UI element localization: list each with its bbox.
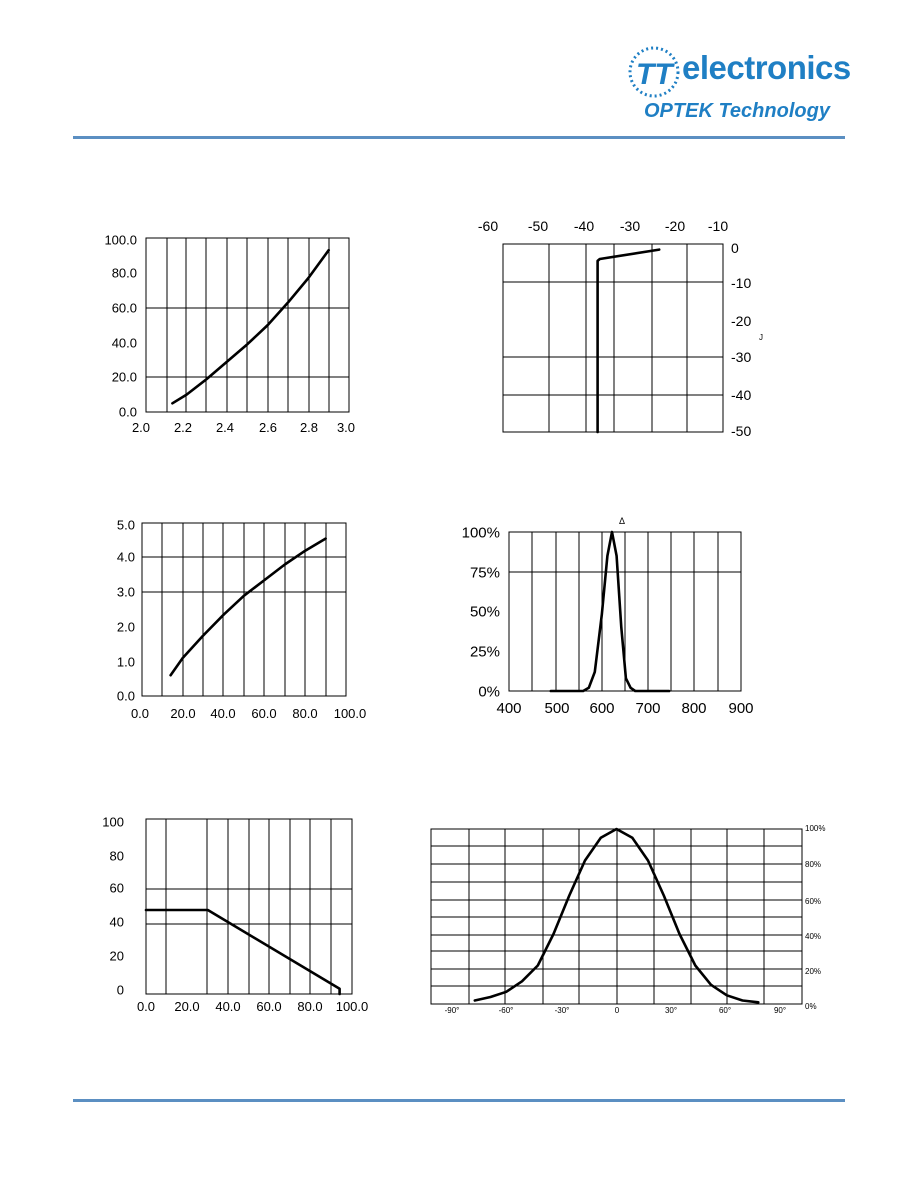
y-tick-label: 60	[109, 880, 124, 896]
chart-c2	[478, 218, 763, 439]
x-tick-label: 2.0	[131, 420, 151, 435]
x-tick-label: 2.6	[258, 420, 278, 435]
plot-frame	[503, 244, 723, 432]
x-tick-label: 0	[614, 1006, 620, 1015]
x-tick-label: -30°	[554, 1006, 570, 1015]
x-tick-label: -60°	[498, 1006, 514, 1015]
x-tick-label: 2.4	[215, 420, 235, 435]
y-tick-label: 5.0	[116, 517, 135, 533]
x-tick-label: 80.0	[292, 706, 318, 721]
y-tick-label: 50%	[469, 603, 500, 621]
y-tick-label: 60%	[805, 896, 822, 906]
y-tick-label: 2.0	[116, 619, 135, 635]
x-tick-label: 800	[681, 700, 707, 717]
x-tick-label: 2.2	[173, 420, 193, 435]
x-tick-label: -50	[527, 218, 549, 234]
x-tick-label: 30°	[664, 1006, 678, 1015]
logo-subtitle: OPTEK Technology	[644, 100, 830, 122]
y-tick-label: 0.0	[118, 404, 137, 420]
y-tick-label: 75%	[469, 564, 500, 582]
x-tick-label: 60.0	[251, 706, 277, 721]
x-tick-label: 20.0	[174, 999, 200, 1014]
x-tick-label: -30	[619, 218, 641, 234]
chart-c3	[117, 518, 366, 721]
side-mark: J	[759, 333, 763, 342]
chart-c1	[104, 233, 355, 435]
x-tick-label: 40.0	[210, 706, 236, 721]
logo-wordmark: electronics	[682, 49, 851, 86]
y-tick-label: 0	[116, 982, 124, 998]
y-tick-label: 80	[109, 848, 124, 864]
x-tick-label: -60	[477, 218, 499, 234]
series-line-0	[146, 910, 340, 994]
x-tick-label: 0.0	[130, 706, 150, 721]
peak-mark: Δ	[618, 516, 626, 526]
x-tick-label: 500	[544, 700, 570, 717]
series-line-0	[172, 250, 328, 403]
y-tick-label: 100%	[461, 524, 500, 542]
y-tick-label: 4.0	[116, 549, 135, 565]
y-tick-label: 40.0	[111, 335, 137, 351]
x-tick-label: 100.0	[335, 999, 369, 1014]
y-tick-label: 20.0	[111, 369, 137, 385]
y-tick-label: 80.0	[111, 265, 137, 281]
y-tick-label: 0%	[478, 683, 500, 701]
y-tick-label: 100	[102, 814, 124, 830]
x-tick-label: 900	[728, 700, 754, 717]
y-tick-label: 60.0	[111, 300, 137, 316]
y-tick-label: 3.0	[116, 584, 135, 600]
y-tick-label: 80%	[805, 859, 822, 869]
y-tick-label: 0%	[805, 1001, 817, 1011]
logo-tt-text: TT	[636, 58, 673, 91]
chart-c4	[462, 516, 754, 717]
x-tick-label: 600	[589, 700, 615, 717]
x-tick-label: 80.0	[297, 999, 323, 1014]
x-tick-label: 60°	[718, 1006, 732, 1015]
chart-c5	[102, 815, 368, 1014]
y-tick-label: 100.0	[104, 232, 137, 248]
y-tick-label: 0	[731, 239, 739, 256]
y-tick-label: 100%	[805, 823, 826, 833]
x-tick-label: -40	[573, 218, 595, 234]
x-tick-label: 40.0	[215, 999, 241, 1014]
x-tick-label: 100.0	[333, 706, 367, 721]
y-tick-label: -10	[731, 274, 752, 291]
series-line-0	[171, 539, 326, 676]
x-tick-label: -90°	[444, 1006, 460, 1015]
x-tick-label: 20.0	[170, 706, 196, 721]
y-tick-label: -30	[731, 348, 752, 365]
x-tick-label: -10	[707, 218, 729, 234]
x-tick-label: 400	[496, 700, 522, 717]
y-tick-label: 20	[109, 948, 124, 964]
x-tick-label: -20	[664, 218, 686, 234]
y-tick-label: 25%	[469, 643, 500, 661]
y-tick-label: 20%	[805, 966, 822, 976]
y-tick-label: 1.0	[116, 654, 135, 670]
x-tick-label: 700	[635, 700, 661, 717]
x-tick-label: 3.0	[336, 420, 356, 435]
y-tick-label: 40%	[805, 931, 822, 941]
y-tick-label: 40	[109, 914, 124, 930]
y-tick-label: -20	[731, 312, 752, 329]
x-tick-label: 2.8	[299, 420, 319, 435]
x-tick-label: 90°	[773, 1006, 787, 1015]
y-tick-label: 0.0	[116, 688, 135, 704]
chart-c6	[431, 824, 825, 1015]
y-tick-label: -40	[731, 386, 752, 403]
x-tick-label: 0.0	[136, 999, 156, 1014]
y-tick-label: -50	[731, 422, 752, 439]
x-tick-label: 60.0	[256, 999, 282, 1014]
series-line-0	[598, 250, 660, 432]
series-line-0	[551, 532, 669, 691]
